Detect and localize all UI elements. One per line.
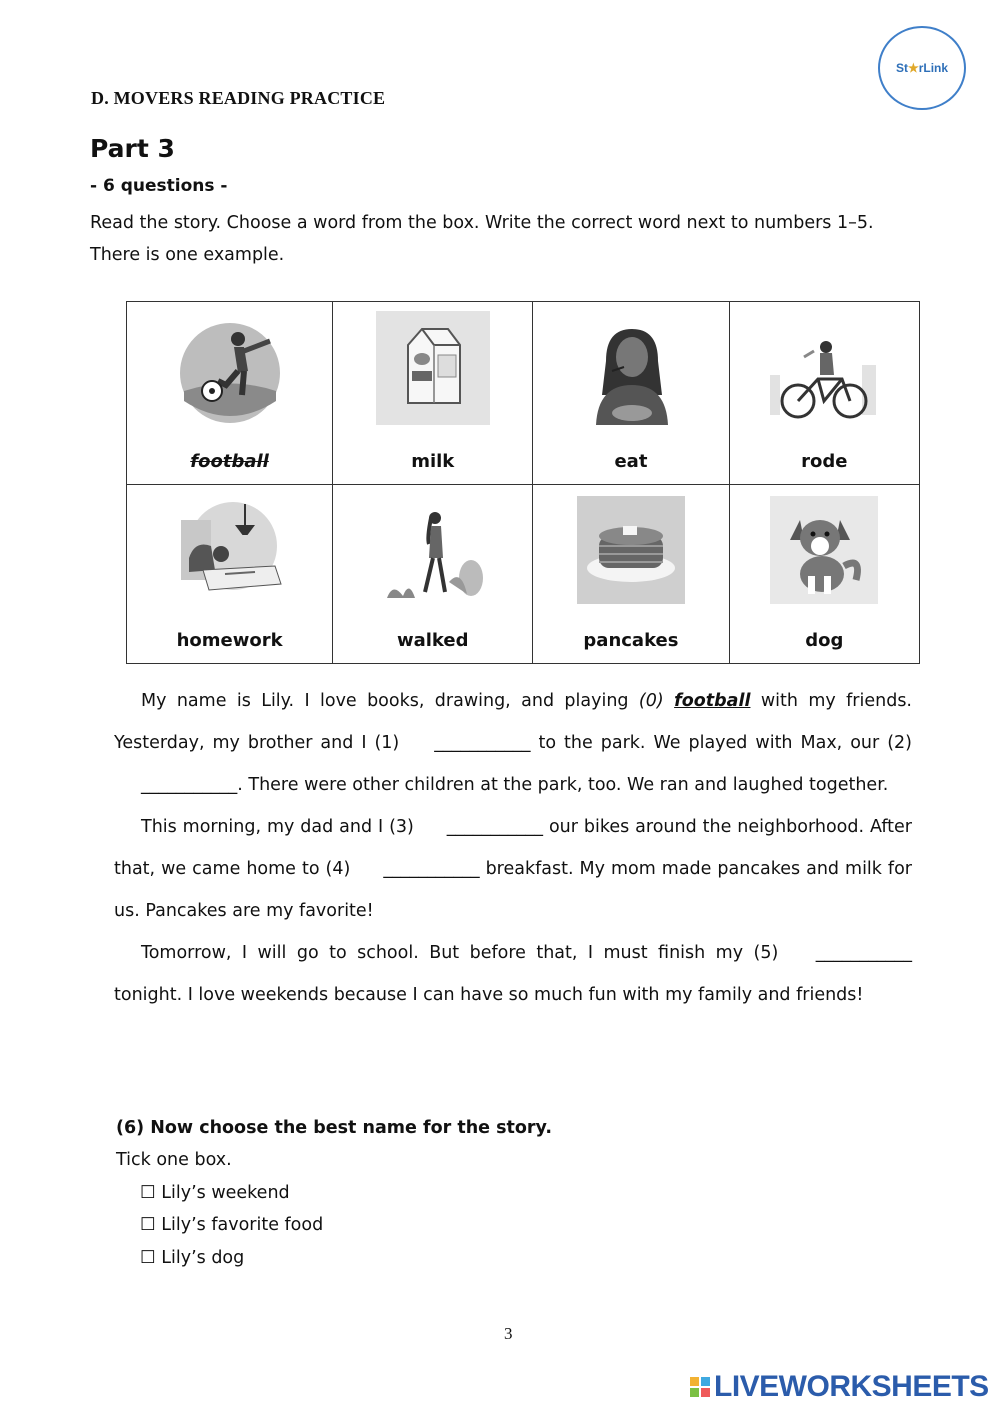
word-cell-football	[127, 302, 333, 485]
walking-woman-icon	[383, 508, 483, 604]
word-cell-walked	[333, 485, 533, 664]
word-homework: homework	[176, 630, 283, 651]
word-cell-dog	[729, 485, 919, 664]
example-answer: football	[674, 691, 751, 711]
word-rode: rode	[801, 451, 848, 472]
word-eat: eat	[614, 451, 648, 472]
option-lilys-favorite-food[interactable]: ☐ Lily’s favorite food	[140, 1215, 324, 1235]
soccer-player-icon	[178, 321, 282, 425]
milk-carton-icon	[376, 311, 490, 425]
story-paragraph-1: My name is Lily. I love books, drawing, and playing (0) football with my friends. Yesterday, my brother and I (1) ___________ to the park. We played with Max, our (2) ___________. There were other children at the park, too. We ran and laughed together.	[114, 680, 912, 806]
word-cell-homework	[127, 485, 333, 664]
woman-eating-icon	[576, 321, 686, 425]
bicycle-rider-icon	[762, 335, 886, 425]
word-box-table	[126, 301, 920, 664]
liveworksheets-logo-icon	[690, 1377, 710, 1397]
word-cell-milk	[333, 302, 533, 485]
tick-instruction: Tick one box.	[116, 1150, 232, 1170]
question-count: - 6 questions -	[90, 176, 228, 196]
word-football: football	[190, 451, 269, 472]
option-lilys-dog[interactable]: ☐ Lily’s dog	[140, 1248, 245, 1268]
word-walked: walked	[396, 630, 469, 651]
homework-desk-icon	[175, 500, 285, 604]
part-title: Part 3	[90, 134, 175, 163]
page-number: 3	[504, 1324, 513, 1343]
liveworksheets-brand: LIVEWORKSHEETS	[690, 1370, 989, 1404]
section-title: D. MOVERS READING PRACTICE	[91, 88, 386, 108]
story-paragraph-2: This morning, my dad and I (3) ___________ our bikes around the neighborhood. After that, we came home to (4) ___________ breakfast. My mom made pancakes and milk for us. Pancakes are my favorite!	[114, 806, 912, 932]
word-pancakes: pancakes	[583, 630, 679, 651]
answer-blank-1[interactable]: ___________	[434, 733, 531, 753]
story-text	[114, 680, 912, 1016]
pancakes-icon	[577, 496, 685, 604]
option-lilys-weekend[interactable]: ☐ Lily’s weekend	[140, 1183, 290, 1203]
story-paragraph-3: Tomorrow, I will go to school. But before that, I must finish my (5) ___________ tonight. I love weekends because I can have so much fun with my family and friends!	[114, 932, 912, 1016]
word-cell-rode	[729, 302, 919, 485]
instructions: Read the story. Choose a word from the box. Write the correct word next to numbers 1–5. There is one example.	[90, 213, 874, 265]
question-6-prompt: (6) Now choose the best name for the story.	[116, 1118, 552, 1138]
starlink-logo: St★rLink	[878, 26, 966, 110]
answer-blank-4[interactable]: ___________	[383, 859, 480, 879]
word-dog: dog	[805, 630, 844, 651]
answer-blank-5[interactable]: ___________	[815, 943, 912, 963]
word-cell-pancakes	[533, 485, 729, 664]
answer-blank-3[interactable]: ___________	[446, 817, 544, 837]
word-cell-eat	[533, 302, 729, 485]
dog-icon	[770, 496, 878, 604]
answer-blank-2[interactable]: ___________	[141, 775, 238, 795]
word-milk: milk	[411, 451, 455, 472]
